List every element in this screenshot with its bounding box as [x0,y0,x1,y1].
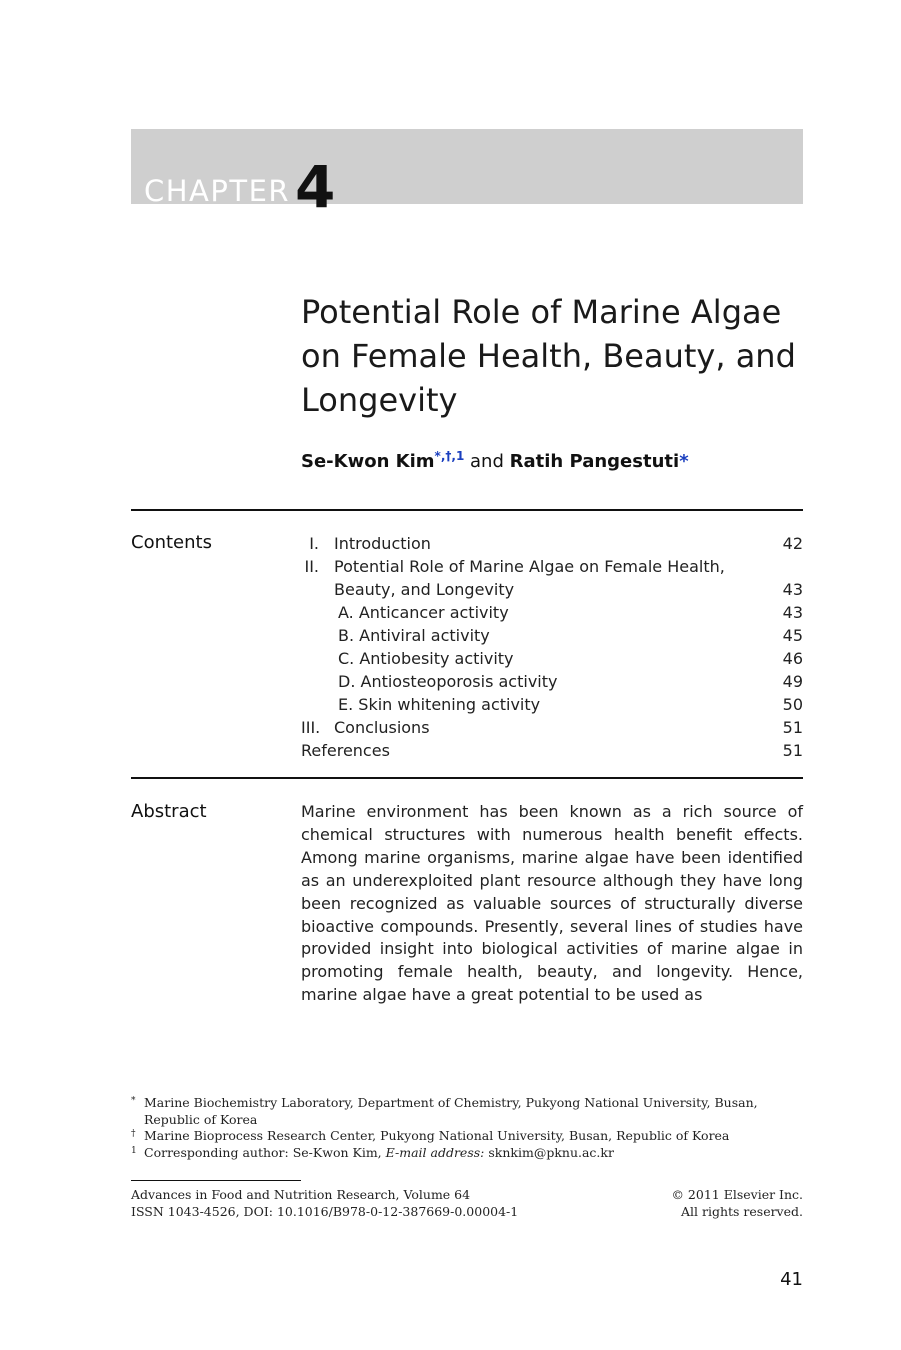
rights-line: All rights reserved. [680,1204,803,1219]
author-connector: and [470,451,504,472]
toc-entry-number: I. [309,534,319,553]
toc-entry-label: B. Antiviral activity [338,626,490,645]
abstract-heading: Abstract [131,801,207,822]
toc-entry-label: Conclusions [334,718,430,737]
toc-entry-page: 51 [782,741,803,760]
toc-entry-page: 50 [782,695,803,714]
footnote [131,1145,803,1162]
journal-name: Advances in Food and Nutrition Research, Volume 64 [131,1187,471,1202]
toc-entry[interactable] [301,693,803,716]
toc-entry-label: A. Anticancer activity [338,603,509,622]
toc-entry-label: Beauty, and Longevity [334,580,515,599]
section-divider [131,509,803,511]
footnote-text: Marine Bioprocess Research Center, Pukyong National University, Busan, Republic of Korea [144,1128,730,1143]
contents-heading: Contents [131,532,212,553]
chapter-label: CHAPTER [144,174,291,208]
toc-entry[interactable] [301,624,803,647]
chapter-title: Potential Role of Marine Algae on Female Health, Beauty, and Longevity [301,293,796,419]
toc-entry-label: D. Antiosteoporosis activity [338,672,558,691]
footnotes [131,1095,803,1161]
journal-doi: ISSN 1043-4526, DOI: 10.1016/B978-0-12-387669-0.00004-1 [131,1204,519,1219]
footnote [131,1128,803,1145]
toc-entry-number: II. [304,557,319,576]
toc-entry-page: 42 [782,534,803,553]
author-name: Ratih Pangestuti [509,451,680,472]
toc-entry[interactable] [301,532,803,555]
toc-entry[interactable] [301,601,803,624]
toc-entry[interactable] [301,670,803,693]
author-affiliation-marks[interactable]: * [679,451,689,472]
toc-entry-label: Introduction [334,534,431,553]
chapter-number: 4 [295,153,336,221]
email-link[interactable]: sknkim@pknu.ac.kr [488,1144,614,1160]
footer-divider [131,1180,301,1181]
footnote-text: Marine Biochemistry Laboratory, Department of Chemistry, Pukyong National University, Busan, Republic of Korea [144,1095,758,1127]
footnote-text: Corresponding author: Se-Kwon Kim, [144,1144,382,1160]
abstract-text: Marine environment has been known as a rich source of chemical structures with numerous health benefit effects. Among marine organisms, marine algae have been identified as an underexploited plant resource although they have long been recognized as valuable sources of structurally diverse bioactive compounds. Presently, several lines of studies have provided insight into biological activities of marine algae in promoting female health, beauty, and longevity. Hence, marine algae have a great potential to be used as [301,802,803,1005]
toc-entry-page: 51 [782,718,803,737]
toc-entry[interactable] [301,555,803,578]
toc-entry-page: 43 [782,603,803,622]
toc-entry-label: E. Skin whitening activity [338,695,541,714]
journal-info [131,1186,518,1220]
footnote-mark: * [131,1096,136,1106]
toc-entry-label: References [301,741,390,760]
toc-entry[interactable] [301,578,803,601]
copyright-line: © 2011 Elsevier Inc. [671,1187,803,1202]
table-of-contents [301,532,803,762]
email-label: E-mail address: [385,1144,485,1160]
author-line [301,449,689,472]
toc-entry[interactable] [301,716,803,739]
toc-entry-label: C. Antiobesity activity [338,649,514,668]
copyright-info [671,1186,803,1220]
toc-entry-page: 49 [782,672,803,691]
footnote-mark: † [131,1129,136,1139]
author-name: Se-Kwon Kim [301,451,435,472]
page-number: 41 [780,1269,803,1290]
author-affiliation-marks[interactable]: *,†,1 [434,449,465,463]
footnote [131,1095,803,1128]
toc-entry-number: III. [301,718,321,737]
toc-entry-page: 46 [782,649,803,668]
footnote-mark: 1 [131,1145,137,1156]
toc-entry-page: 43 [782,580,803,599]
toc-entry[interactable] [301,647,803,670]
section-divider [131,777,803,779]
toc-entry-page: 45 [782,626,803,645]
toc-entry[interactable] [301,739,803,762]
toc-entry-label: Potential Role of Marine Algae on Female Health, [334,557,725,576]
